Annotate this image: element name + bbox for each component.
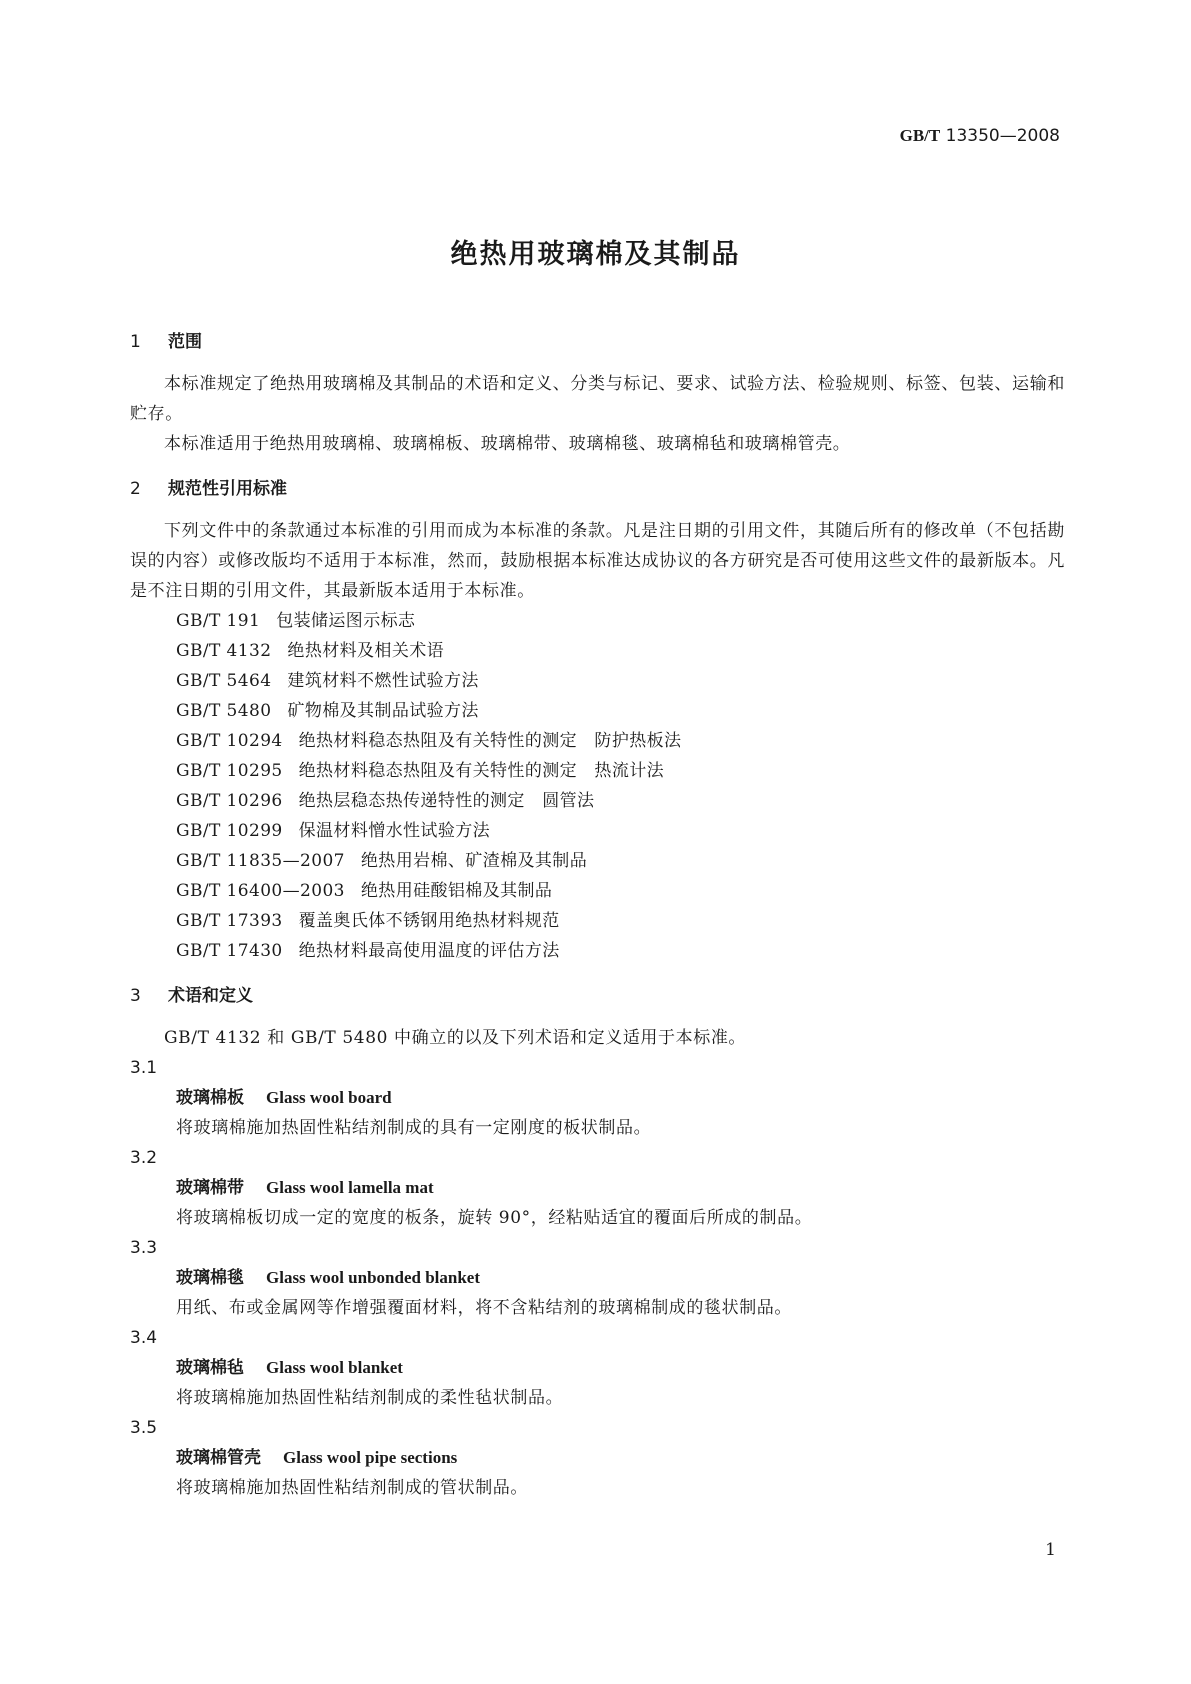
term-entry (130, 1143, 1065, 1233)
reference-code: GB/T 10296 (176, 791, 283, 811)
reference-item (130, 606, 1065, 636)
reference-code: GB/T 5464 (176, 671, 272, 691)
reference-title: 保温材料憎水性试验方法 (298, 821, 491, 841)
reference-code: GB/T 191 (176, 611, 261, 631)
reference-item (130, 666, 1065, 696)
reference-item (130, 816, 1065, 846)
term-number: 3.5 (130, 1418, 158, 1438)
term-entry (130, 1053, 1065, 1143)
section-number: 3 (130, 986, 141, 1006)
term-number: 3.1 (130, 1058, 158, 1078)
reference-title: 矿物棉及其制品试验方法 (287, 701, 479, 721)
term-number: 3.3 (130, 1238, 158, 1258)
reference-title: 绝热用岩棉、矿渣棉及其制品 (360, 851, 588, 871)
reference-code: GB/T 16400—2003 (176, 881, 345, 901)
section-title: 规范性引用标准 (168, 479, 287, 499)
term-number: 3.4 (130, 1328, 158, 1348)
scope-paragraph: 本标准规定了绝热用玻璃棉及其制品的术语和定义、分类与标记、要求、试验方法、检验规则、标签、包装、运输和贮存。 (130, 374, 1065, 424)
reference-item (130, 726, 1065, 756)
reference-title: 绝热材料稳态热阻及有关特性的测定 热流计法 (298, 761, 665, 781)
reference-item (130, 696, 1065, 726)
reference-code: GB/T 10294 (176, 731, 283, 751)
document-body (130, 330, 1065, 1503)
reference-item (130, 876, 1065, 906)
term-zh: 玻璃棉毯 (176, 1268, 244, 1288)
term-definition: 将玻璃棉板切成一定的宽度的板条，旋转 90°，经粘贴适宜的覆面后所成的制品。 (176, 1208, 813, 1228)
term-number: 3.2 (130, 1148, 158, 1168)
page-number: 1 (1045, 1540, 1056, 1560)
reference-title: 绝热材料稳态热阻及有关特性的测定 防护热板法 (298, 731, 682, 751)
reference-title: 绝热材料及相关术语 (287, 641, 445, 661)
reference-item (130, 906, 1065, 936)
term-zh: 玻璃棉带 (176, 1178, 244, 1198)
term-entry (130, 1413, 1065, 1503)
reference-title: 绝热用硅酸铝棉及其制品 (360, 881, 553, 901)
term-definition: 用纸、布或金属网等作增强覆面材料，将不含粘结剂的玻璃棉制成的毯状制品。 (176, 1298, 792, 1318)
scope-paragraph: 本标准适用于绝热用玻璃棉、玻璃棉板、玻璃棉带、玻璃棉毯、玻璃棉毡和玻璃棉管壳。 (164, 434, 851, 454)
reference-code: GB/T 10295 (176, 761, 283, 781)
term-title (130, 1443, 1065, 1473)
reference-title: 绝热材料最高使用温度的评估方法 (298, 941, 560, 961)
section-heading-scope (130, 330, 1065, 355)
term-zh: 玻璃棉板 (176, 1088, 244, 1108)
reference-title: 覆盖奥氏体不锈钢用绝热材料规范 (298, 911, 560, 931)
standard-number: 13350—2008 (945, 126, 1060, 146)
term-title (130, 1263, 1065, 1293)
term-title (130, 1173, 1065, 1203)
term-title (130, 1353, 1065, 1383)
standard-prefix: GB/T (899, 126, 941, 145)
term-en: Glass wool board (266, 1088, 392, 1107)
reference-code: GB/T 10299 (176, 821, 283, 841)
term-zh: 玻璃棉管壳 (176, 1448, 261, 1468)
reference-item (130, 936, 1065, 966)
section-heading-terms (130, 984, 1065, 1009)
reference-code: GB/T 5480 (176, 701, 272, 721)
section-number: 2 (130, 479, 141, 499)
reference-title: 绝热层稳态热传递特性的测定 圆管法 (298, 791, 595, 811)
reference-code: GB/T 4132 (176, 641, 272, 661)
section-title: 范围 (168, 332, 202, 352)
term-entry (130, 1323, 1065, 1413)
reference-code: GB/T 17393 (176, 911, 283, 931)
standard-code (900, 126, 1060, 146)
term-entry (130, 1233, 1065, 1323)
term-definition: 将玻璃棉施加热固性粘结剂制成的管状制品。 (176, 1478, 528, 1498)
reference-item (130, 756, 1065, 786)
term-en: Glass wool lamella mat (266, 1178, 434, 1197)
reference-title: 建筑材料不燃性试验方法 (287, 671, 479, 691)
term-en: Glass wool unbonded blanket (266, 1268, 480, 1287)
term-definition: 将玻璃棉施加热固性粘结剂制成的具有一定刚度的板状制品。 (176, 1118, 652, 1138)
term-zh: 玻璃棉毡 (176, 1358, 244, 1378)
document-title: 绝热用玻璃棉及其制品 (450, 239, 741, 270)
reference-code: GB/T 11835—2007 (176, 851, 345, 871)
reference-code: GB/T 17430 (176, 941, 283, 961)
term-en: Glass wool pipe sections (283, 1448, 458, 1467)
reference-title: 包装储运图示标志 (276, 611, 416, 631)
reference-item (130, 786, 1065, 816)
reference-item (130, 846, 1065, 876)
section-number: 1 (130, 332, 141, 352)
term-definition: 将玻璃棉施加热固性粘结剂制成的柔性毡状制品。 (176, 1388, 564, 1408)
reference-item (130, 636, 1065, 666)
references-intro: 下列文件中的条款通过本标准的引用而成为本标准的条款。凡是注日期的引用文件，其随后所有的修改单（不包括勘误的内容）或修改版均不适用于本标准，然而，鼓励根据本标准达成协议的各方研究是否可使用这些文件的最新版本。凡是不注日期的引用文件，其最新版本适用于本标准。 (130, 521, 1065, 601)
section-title: 术语和定义 (168, 986, 253, 1006)
term-title (130, 1083, 1065, 1113)
section-heading-references (130, 477, 1065, 502)
reference-list (130, 606, 1065, 966)
term-en: Glass wool blanket (266, 1358, 403, 1377)
terms-intro: GB/T 4132 和 GB/T 5480 中确立的以及下列术语和定义适用于本标准。 (164, 1028, 747, 1048)
